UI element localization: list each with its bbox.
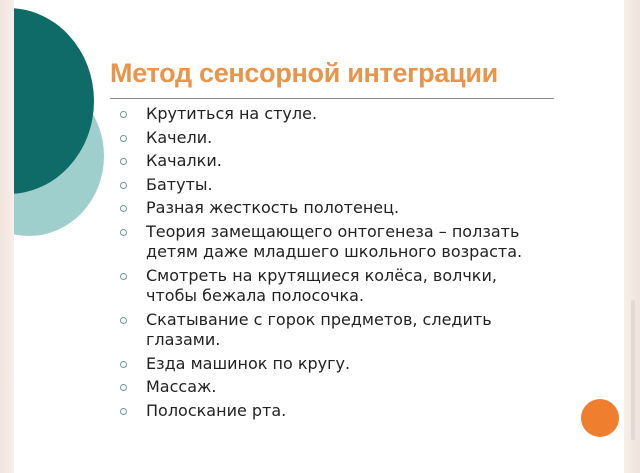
bullet-text: Скатывание с горок предметов, следить глазами. xyxy=(146,309,492,349)
circle-bullet-icon xyxy=(120,158,127,165)
circle-bullet-icon xyxy=(120,111,127,118)
circle-bullet-icon xyxy=(120,384,127,391)
title-divider xyxy=(110,98,554,99)
slide-title: Метод сенсорной интеграции xyxy=(110,58,498,88)
left-margin xyxy=(0,0,14,473)
circle-bullet-icon xyxy=(120,361,127,368)
bullet-text: Качели. xyxy=(146,127,213,147)
bullet-text: Крутиться на стуле. xyxy=(146,104,318,123)
list-item xyxy=(110,377,550,398)
bullet-text: Разная жесткость полотенец. xyxy=(146,198,400,217)
list-item xyxy=(110,222,550,263)
bullet-text: Качалки. xyxy=(146,151,222,170)
bullet-text: Батуты. xyxy=(146,174,213,194)
list-item xyxy=(110,266,550,307)
circle-bullet-icon xyxy=(120,229,127,236)
list-item xyxy=(110,310,550,351)
bullet-text: Массаж. xyxy=(146,377,217,396)
bullet-text: Смотреть на крутящиеся колёса, волчки, чтобы бежала полосочка. xyxy=(146,265,497,305)
scrollbar[interactable] xyxy=(631,300,635,440)
list-item xyxy=(110,104,550,125)
circle-bullet-icon xyxy=(120,408,127,415)
bullet-text: Полоскание рта. xyxy=(146,400,287,420)
circle-bullet-icon xyxy=(120,317,127,324)
circle-bullet-icon xyxy=(120,135,127,142)
list-item xyxy=(110,401,550,422)
circle-bullet-icon xyxy=(120,182,127,189)
list-item xyxy=(110,151,550,172)
circle-bullet-icon xyxy=(120,273,127,280)
decor-orange-circle xyxy=(581,399,619,437)
circle-bullet-icon xyxy=(120,205,127,212)
bullet-list xyxy=(110,104,550,424)
list-item xyxy=(110,354,550,375)
list-item xyxy=(110,198,550,219)
bullet-text: Теория замещающего онтогенеза – ползать детям даже младшего школьного возраста. xyxy=(146,221,523,261)
list-item xyxy=(110,128,550,149)
list-item xyxy=(110,175,550,196)
bullet-text: Езда машинок по кругу. xyxy=(146,353,351,373)
